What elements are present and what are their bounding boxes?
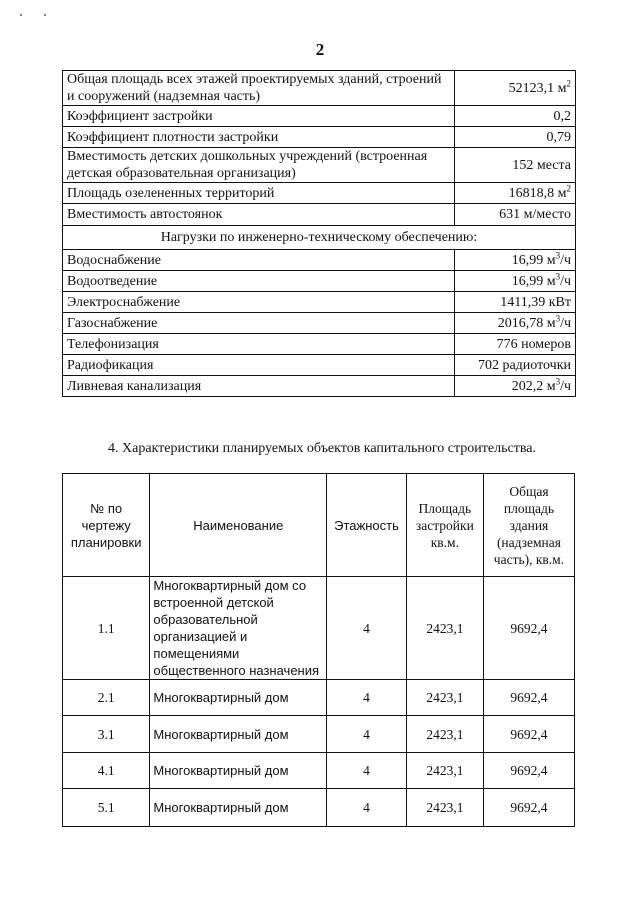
table-row: [63, 716, 575, 753]
row-label: Газоснабжение: [63, 313, 455, 334]
header-floors: Этажность: [327, 474, 407, 577]
row-value: 776 номеров: [455, 334, 576, 355]
header-total-area: Общая площадь здания (надземная часть), кв.м.: [483, 474, 574, 577]
row-name: Многоквартирный дом: [150, 716, 327, 753]
row-value: 152 места: [455, 148, 576, 183]
row-total-area: 9692,4: [483, 789, 574, 827]
row-label: Водоотведение: [63, 271, 455, 292]
row-value: 16818,8 $м^2$: [455, 183, 576, 204]
row-label: Радиофикация: [63, 355, 455, 376]
table-row: [63, 577, 575, 680]
row-number: 1.1: [63, 577, 150, 680]
row-value: 2016,78 $м^3/ч$: [455, 313, 576, 334]
row-label: Коэффициент плотности застройки: [63, 127, 455, 148]
row-total-area: 9692,4: [483, 577, 574, 680]
row-label: Вместимость автостоянок: [63, 204, 455, 226]
row-name: Многоквартирный дом: [150, 680, 327, 716]
table-row: [63, 376, 576, 397]
table-row: [63, 680, 575, 716]
row-label: Площадь озелененных территорий: [63, 183, 455, 204]
row-value: 1411,39 кВт: [455, 292, 576, 313]
table-row: [63, 226, 576, 250]
row-number: 5.1: [63, 789, 150, 827]
indicators-table: [62, 70, 576, 397]
row-value: 631 м/место: [455, 204, 576, 226]
table-row: [63, 789, 575, 827]
table-row: [63, 271, 576, 292]
table-row: [63, 204, 576, 226]
header-number: № по чертежу планировки: [63, 474, 150, 577]
table-row: [63, 71, 576, 106]
row-number: 3.1: [63, 716, 150, 753]
row-floors: 4: [327, 789, 407, 827]
table-row: [63, 148, 576, 183]
header-name: Наименование: [150, 474, 327, 577]
row-floors: 4: [327, 753, 407, 789]
page-number: 2: [315, 40, 325, 59]
scan-speck: [44, 14, 46, 16]
row-label: Вместимость детских дошкольных учреждений (встроенная детская образовательная организация): [63, 148, 455, 183]
table-row: [63, 183, 576, 204]
row-total-area: 9692,4: [483, 680, 574, 716]
row-floors: 4: [327, 577, 407, 680]
row-floors: 4: [327, 680, 407, 716]
section-heading: 4. Характеристики планируемых объектов капитального строительства.: [108, 441, 536, 456]
row-number: 4.1: [63, 753, 150, 789]
row-footprint: 2423,1: [406, 716, 483, 753]
row-footprint: 2423,1: [406, 577, 483, 680]
table-header-row: [63, 474, 575, 577]
row-value: 16,99 $м^3/ч$: [455, 271, 576, 292]
row-total-area: 9692,4: [483, 753, 574, 789]
row-name: Многоквартирный дом: [150, 753, 327, 789]
row-total-area: 9692,4: [483, 716, 574, 753]
table-row: [63, 127, 576, 148]
table-row: [63, 106, 576, 127]
row-label: Коэффициент застройки: [63, 106, 455, 127]
header-footprint: Площадь застройки кв.м.: [406, 474, 483, 577]
row-value: 0,79: [455, 127, 576, 148]
row-footprint: 2423,1: [406, 680, 483, 716]
row-footprint: 2423,1: [406, 789, 483, 827]
table-row: [63, 250, 576, 271]
table-row: [63, 292, 576, 313]
row-name: Многоквартирный дом: [150, 789, 327, 827]
row-label: Телефонизация: [63, 334, 455, 355]
row-label: Электроснабжение: [63, 292, 455, 313]
table-row: [63, 355, 576, 376]
table-row: [63, 334, 576, 355]
row-value: 702 радиоточки: [455, 355, 576, 376]
utility-loads-heading: Нагрузки по инженерно-техническому обеспечению:: [63, 226, 576, 250]
row-number: 2.1: [63, 680, 150, 716]
row-footprint: 2423,1: [406, 753, 483, 789]
scan-speck: [20, 14, 22, 16]
row-value: 202,2 $м^3/ч$: [455, 376, 576, 397]
row-value: 16,99 $м^3/ч$: [455, 250, 576, 271]
row-floors: 4: [327, 716, 407, 753]
table-row: [63, 753, 575, 789]
row-label: Водоснабжение: [63, 250, 455, 271]
row-value: 52123,1 $м^2$: [455, 71, 576, 106]
row-label: Ливневая канализация: [63, 376, 455, 397]
objects-table: [62, 473, 575, 827]
row-name: Многоквартирный дом со встроенной детской образовательной организацией и помещениями общественного назначения: [150, 577, 327, 680]
row-label: Общая площадь всех этажей проектируемых зданий, строений и сооружений (надземная часть): [63, 71, 455, 106]
table-row: [63, 313, 576, 334]
row-value: 0,2: [455, 106, 576, 127]
